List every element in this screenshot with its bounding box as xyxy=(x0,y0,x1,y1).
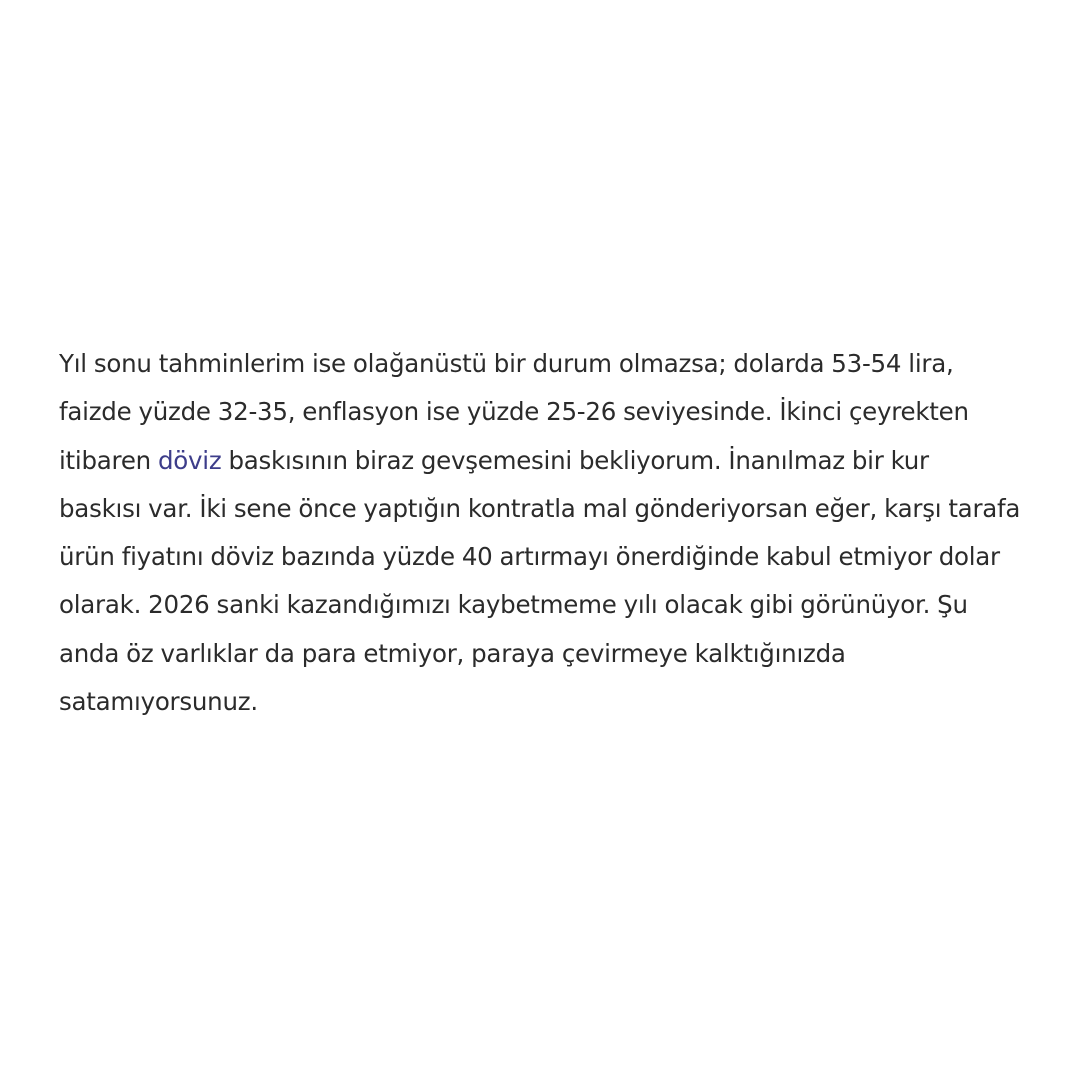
paragraph-line-5: ürün fiyatını döviz bazında yüzde 40 artırmayı önerdiğinde kabul etmiyor dolar xyxy=(59,542,1000,572)
paragraph-line-2: faizde yüzde 32-35, enflasyon ise yüzde 25-26 seviyesinde. İkinci çeyrekten xyxy=(59,397,969,427)
paragraph-line-4: baskısı var. İki sene önce yaptığın kontratla mal gönderiyorsan eğer, karşı tarafa xyxy=(59,493,1021,523)
paragraph-line-7: anda öz varlıklar da para etmiyor, paraya çevirmeye kalktığınızda xyxy=(59,638,846,668)
line-3-before-link: itibaren xyxy=(59,445,158,475)
line-3-after-link: baskısının biraz gevşemesini bekliyorum. İnanılmaz bir kur xyxy=(221,445,929,475)
paragraph-line-1: Yıl sonu tahminlerim ise olağanüstü bir durum olmazsa; dolarda 53-54 lira, xyxy=(59,349,954,378)
paragraph-line-8: satamıyorsunuz. xyxy=(59,687,258,717)
paragraph-line-6: olarak. 2026 sanki kazandığımızı kaybetmeme yılı olacak gibi görünüyor. Şu xyxy=(59,590,968,620)
doviz-link[interactable]: döviz xyxy=(157,445,222,475)
article-paragraph xyxy=(59,340,1049,726)
paragraph-line-3 xyxy=(59,437,1049,485)
